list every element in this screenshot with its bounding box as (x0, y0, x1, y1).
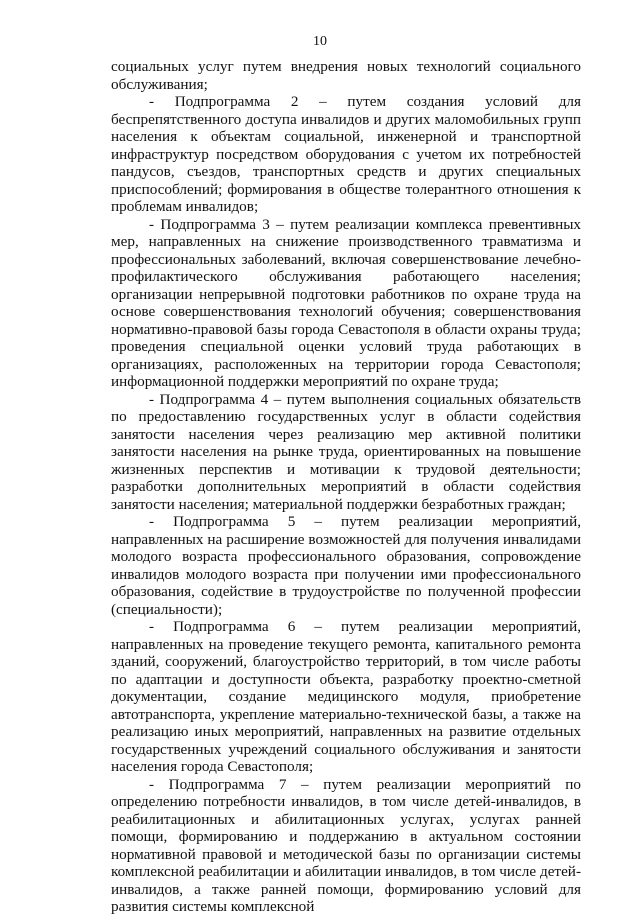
paragraph-subprogram-6: - Подпрограмма 6 – путем реализации мероприятий, направленных на проведение текущего ремонта, капитального ремонта зданий, сооружений, благоустройство территорий, в том числе работы по адаптации и доступности объекта, разработку проектно-сметной документации, создание медицинского модуля, приобретение автотранспорта, укрепление материально-технической базы, а также на реализацию иных мероприятий, направленных на развитие отдельных государственных учреждений социального обслуживания и занятости населения города Севастополя; (111, 618, 581, 775)
document-body (111, 58, 581, 916)
paragraph-subprogram-4: - Подпрограмма 4 – путем выполнения социальных обязательств по предоставлению государственных услуг в области содействия занятости населения через реализацию мер активной политики занятости населения на рынке труда, ориентированных на повышение жизненных перспектив и мотивации к трудовой деятельности; разработки дополнительных мероприятий в области содействия занятости населения; материальной поддержки безработных граждан; (111, 390, 581, 513)
page-number: 10 (313, 34, 327, 49)
paragraph-subprogram-5: - Подпрограмма 5 – путем реализации мероприятий, направленных на расширение возможностей для получения инвалидами молодого возраста профессионального образования, сопровождение инвалидов молодого возраста при получении ими профессионального образования, содействие в трудоустройстве по полученной профессии (специальности); (111, 513, 581, 618)
paragraph-subprogram-7: - Подпрограмма 7 – путем реализации мероприятий по определению потребности инвалидов, в том числе детей-инвалидов, в реабилитационных и абилитационных услугах, услугах ранней помощи, формированию и поддержанию в актуальном состоянии нормативной правовой и методической базы по организации системы комплексной реабилитации и абилитации инвалидов, в том числе детей-инвалидов, а также ранней помощи, формированию условий для развития системы комплексной (111, 775, 581, 915)
paragraph-subprogram-2: - Подпрограмма 2 – путем создания условий для беспрепятственного доступа инвалидов и других маломобильных групп населения к объектам социальной, инженерной и транспортной инфраструктур посредством оборудования с учетом их потребностей пандусов, съездов, транспортных средств и других специальных приспособлений; формирования в обществе толерантного отношения к проблемам инвалидов; (111, 93, 581, 215)
paragraph-continuation: социальных услуг путем внедрения новых технологий социального обслуживания; (111, 58, 581, 93)
paragraph-subprogram-3: - Подпрограмма 3 – путем реализации комплекса превентивных мер, направленных на снижение производственного травматизма и профессиональных заболеваний, включая совершенствование лечебно-профилактического обслуживания работающего населения; организации непрерывной подготовки работников по охране труда на основе совершенствования технологий обучения; совершенствования нормативно-правовой базы города Севастополя в области охраны труда; проведения специальной оценки условий труда работающих в организациях, расположенных на территории города Севастополя; информационной поддержки мероприятий по охране труда; (111, 215, 581, 390)
